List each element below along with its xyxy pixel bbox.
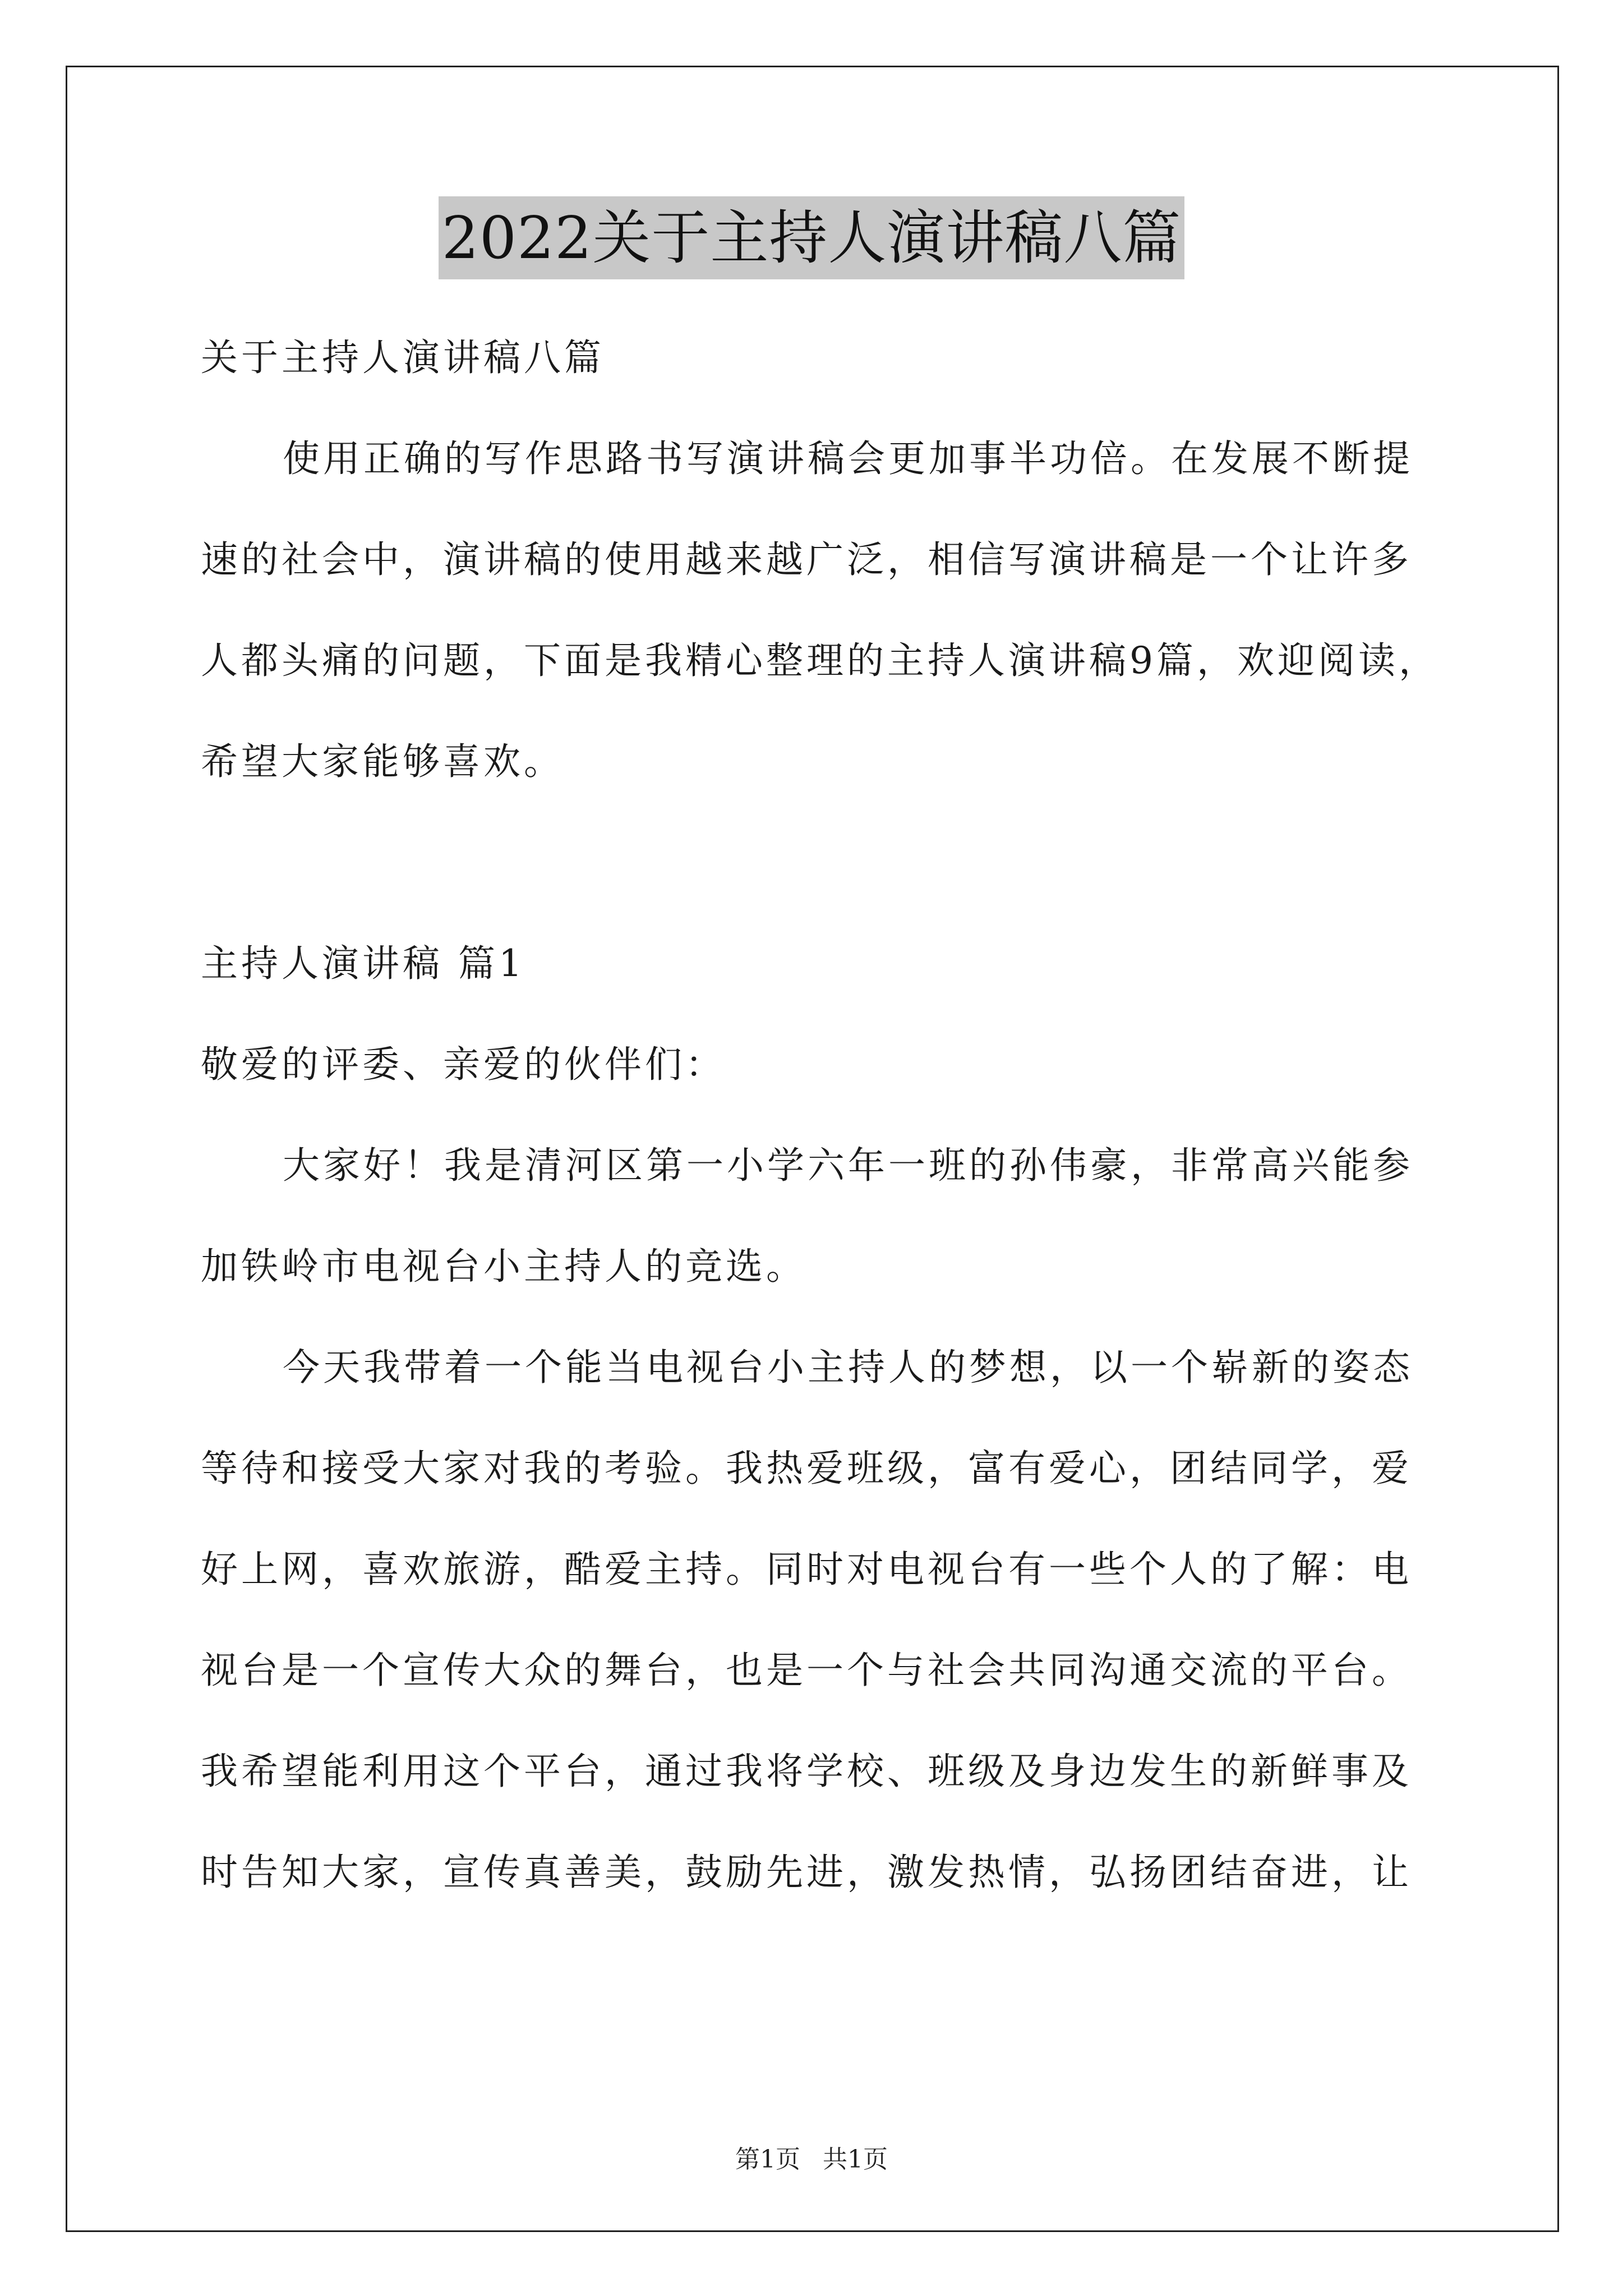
paragraph-line: 我希望能利用这个平台，通过我将学校、班级及身边发生的新鲜事及 xyxy=(201,1750,1412,1793)
paragraph-line: 视台是一个宣传大众的舞台，也是一个与社会共同沟通交流的平台。 xyxy=(201,1649,1412,1692)
section-heading: 主持人演讲稿 篇1 xyxy=(201,942,525,985)
page-footer xyxy=(0,2143,1623,2177)
paragraph-line: 好上网，喜欢旅游，酷爱主持。同时对电视台有一些个人的了解：电 xyxy=(201,1548,1412,1591)
page-number: 第1页 xyxy=(735,2145,800,2174)
paragraph-line: 大家好！我是清河区第一小学六年一班的孙伟豪，非常高兴能参 xyxy=(283,1144,1413,1187)
salutation-line: 敬爱的评委、亲爱的伙伴们： xyxy=(201,1043,726,1086)
blank-line xyxy=(201,812,1435,913)
paragraph-line: 人都头痛的问题，下面是我精心整理的主持人演讲稿9篇，欢迎阅读， xyxy=(201,639,1439,682)
paragraph-line: 使用正确的写作思路书写演讲稿会更加事半功倍。在发展不断提 xyxy=(283,437,1413,480)
page-total: 共1页 xyxy=(823,2145,888,2174)
subtitle-line: 关于主持人演讲稿八篇 xyxy=(201,336,605,379)
paragraph-line: 今天我带着一个能当电视台小主持人的梦想，以一个崭新的姿态 xyxy=(283,1346,1413,1389)
paragraph-line: 希望大家能够喜欢。 xyxy=(201,740,564,783)
paragraph-line: 加铁岭市电视台小主持人的竞选。 xyxy=(201,1245,806,1288)
document-title: 2022关于主持人演讲稿八篇 xyxy=(439,196,1185,279)
paragraph-line: 速的社会中，演讲稿的使用越来越广泛，相信写演讲稿是一个让许多 xyxy=(201,538,1412,581)
document-body xyxy=(201,307,1439,1923)
paragraph-line: 等待和接受大家对我的考验。我热爱班级，富有爱心，团结同学，爱 xyxy=(201,1447,1412,1490)
paragraph-line: 时告知大家，宣传真善美，鼓励先进，激发热情，弘扬团结奋进，让 xyxy=(201,1851,1412,1894)
title-block xyxy=(0,196,1623,279)
